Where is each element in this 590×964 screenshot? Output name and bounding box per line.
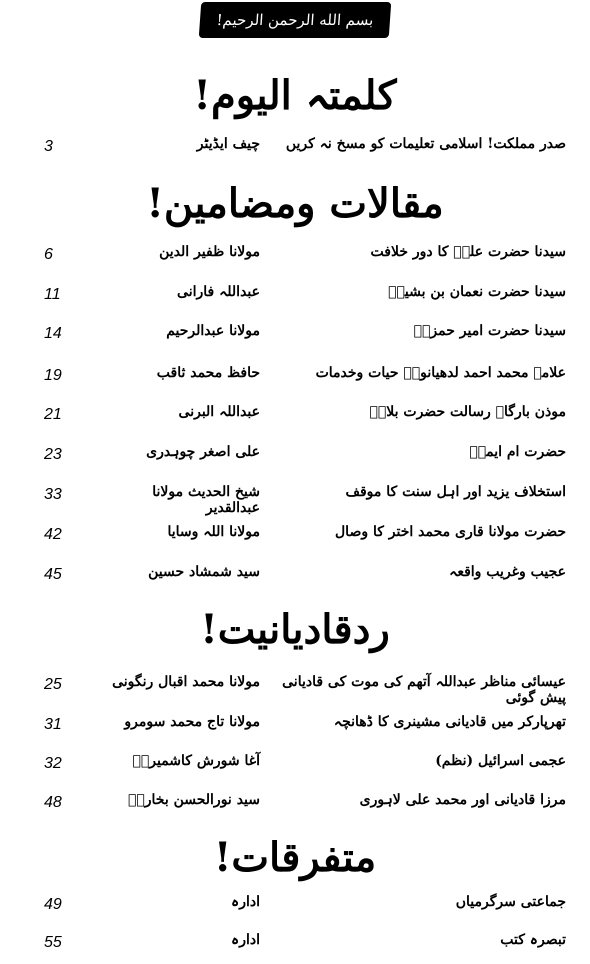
article-title: عجیب وغریب واقعہ — [449, 564, 566, 580]
page-number: 11 — [44, 286, 61, 303]
toc-row — [0, 323, 590, 353]
page-number: 21 — [44, 406, 62, 423]
page-number: 42 — [44, 526, 62, 543]
page-number: 31 — [44, 716, 62, 733]
toc-row — [0, 674, 590, 704]
article-title: سیدنا حضرت امیر حمزہؓ — [413, 323, 566, 339]
toc-row — [0, 444, 590, 474]
page-number: 19 — [44, 367, 62, 384]
article-title: تبصرہ کتب — [500, 932, 566, 948]
article-title: استخلاف یزید اور اہل سنت کا موقف — [345, 484, 566, 500]
article-title: حضرت ام ایمنؓ — [469, 444, 566, 460]
author: سید شمشاد حسین — [148, 564, 260, 580]
page-number: 23 — [44, 446, 62, 463]
author: علی اصغر چوہدری — [146, 444, 260, 460]
toc-row — [0, 792, 590, 822]
author: چیف ایڈیٹر — [196, 136, 260, 152]
page-number: 48 — [44, 794, 62, 811]
bismillah-banner — [199, 2, 392, 38]
author: ادارہ — [231, 894, 260, 910]
page-number: 33 — [44, 486, 62, 503]
article-title: عیسائی مناظر عبداللہ آتھم کی موت کی قادیانی پیش گوئی — [282, 674, 566, 706]
page-number: 25 — [44, 676, 62, 693]
page-number: 32 — [44, 755, 62, 772]
author: مولانا تاج محمد سومرو — [124, 714, 260, 730]
toc-row — [0, 284, 590, 314]
section-heading-refutation: ردقادیانیت! — [200, 606, 390, 653]
author: عبداللہ فارانی — [177, 284, 260, 300]
toc-row — [0, 136, 590, 166]
section-heading-editorial: کلمتہ الیوم! — [193, 72, 397, 119]
toc-row — [0, 484, 590, 514]
toc-row — [0, 932, 590, 962]
author: ادارہ — [231, 932, 260, 948]
article-title: سیدنا حضرت علیؓ کا دور خلافت — [370, 244, 566, 260]
toc-row — [0, 753, 590, 783]
article-title: موذن بارگاہ رسالت حضرت بلالؓ — [369, 404, 566, 420]
article-title: سیدنا حضرت نعمان بن بشیرؓ — [388, 284, 566, 300]
author: سید نورالحسن بخاریؒ — [127, 792, 260, 808]
article-title: تھرپارکر میں قادیانی مشینری کا ڈھانچہ — [333, 714, 566, 730]
author: مولانا ظفیر الدین — [159, 244, 260, 260]
page-number: 6 — [44, 246, 53, 263]
section-heading-articles: مقالات ومضامین! — [146, 180, 444, 227]
toc-row — [0, 564, 590, 594]
author: آغا شورش کاشمیریؒ — [132, 753, 260, 769]
page-number: 14 — [44, 325, 62, 342]
author: حافظ محمد ثاقب — [156, 365, 260, 381]
article-title: عجمی اسرائیل (نظم) — [435, 753, 566, 769]
toc-row — [0, 714, 590, 744]
page-number: 49 — [44, 896, 62, 913]
article-title: حضرت مولانا قاری محمد اختر کا وصال — [335, 524, 566, 540]
bismillah-text: بسم الله الرحمن الرحیم! — [215, 11, 375, 29]
toc-row — [0, 365, 590, 395]
author: عبداللہ البرنی — [178, 404, 260, 420]
article-title: علامہ محمد احمد لدھیانویؒ حیات وخدمات — [315, 365, 566, 381]
toc-row — [0, 894, 590, 924]
article-title: جماعتی سرگرمیاں — [455, 894, 566, 910]
author: مولانا عبدالرحیم — [166, 323, 260, 339]
author: مولانا اللہ وسایا — [167, 524, 260, 540]
toc-row — [0, 524, 590, 554]
section-heading-miscellaneous: متفرقات! — [213, 834, 377, 881]
author: مولانا محمد اقبال رنگونی — [112, 674, 260, 690]
article-title: مرزا قادیانی اور محمد علی لاہوری — [359, 792, 566, 808]
toc-row — [0, 404, 590, 434]
page-number: 55 — [44, 934, 62, 951]
toc-row — [0, 244, 590, 274]
author: شیخ الحدیث مولانا عبدالقدیر — [152, 484, 260, 516]
page-number: 3 — [44, 138, 53, 155]
article-title: صدر مملکت! اسلامی تعلیمات کو مسخ نہ کریں — [285, 136, 566, 152]
page-number: 45 — [44, 566, 62, 583]
